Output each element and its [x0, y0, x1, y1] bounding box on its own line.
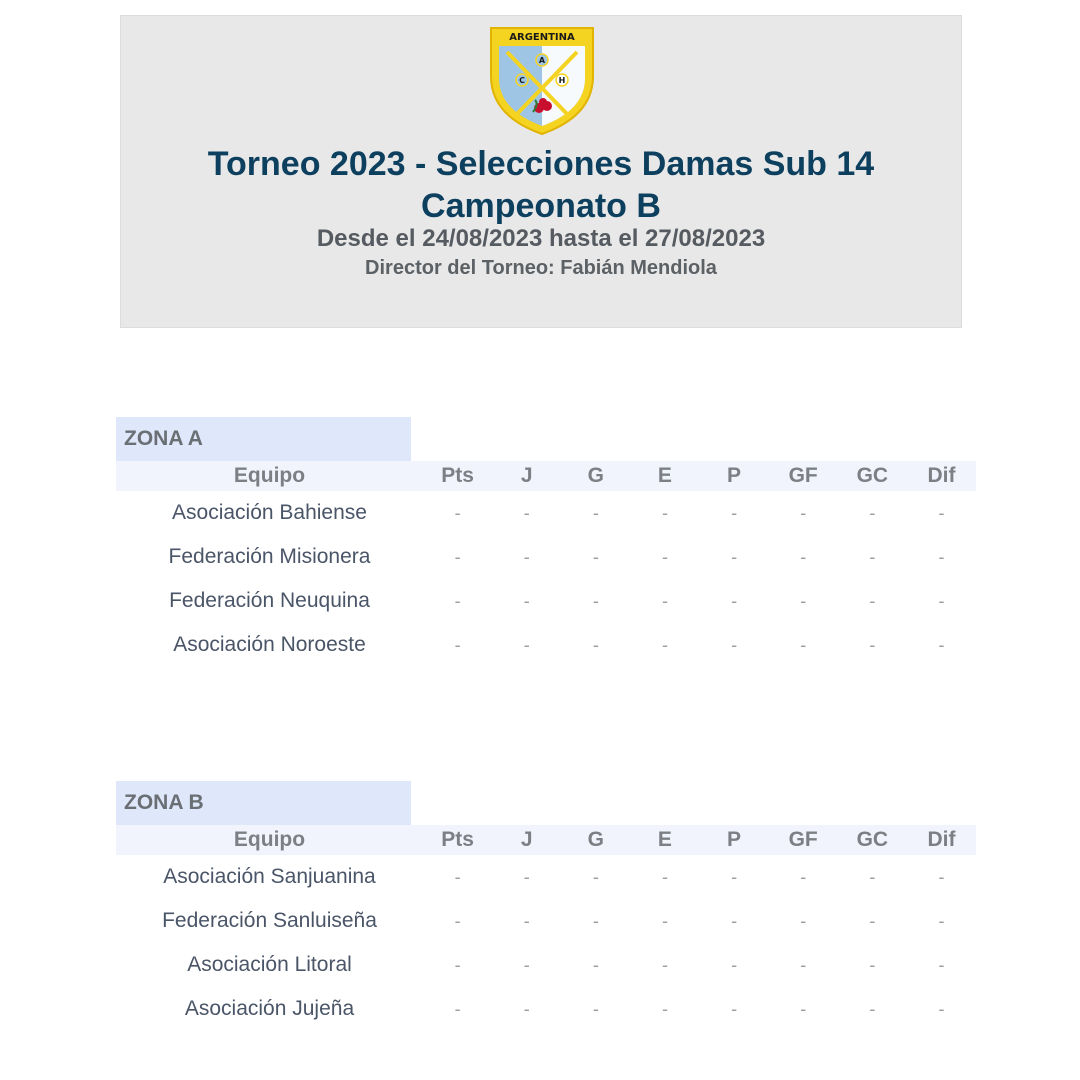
- stat-dif: -: [938, 546, 945, 567]
- column-header-g: G: [587, 828, 604, 851]
- stat-gc: -: [869, 590, 876, 611]
- logo-letter-c: C: [519, 76, 525, 85]
- column-header-equipo: Equipo: [233, 828, 306, 851]
- logo-letter-h: H: [558, 76, 566, 85]
- column-header-gc: GC: [856, 828, 889, 851]
- stat-j: -: [523, 502, 530, 523]
- stat-j: -: [523, 866, 530, 887]
- stat-gf: -: [800, 502, 807, 523]
- cah-shield-logo: [489, 24, 595, 136]
- column-header-e: E: [657, 464, 672, 487]
- stat-pts: -: [454, 546, 461, 567]
- tournament-dates: Desde el 24/08/2023 hasta el 27/08/2023: [316, 225, 766, 252]
- stat-g: -: [592, 998, 599, 1019]
- tournament-director: Director del Torneo: Fabián Mendiola: [365, 257, 717, 279]
- team-name: Asociación Noroeste: [173, 633, 366, 656]
- column-header-gf: GF: [788, 464, 818, 487]
- stat-e: -: [661, 954, 668, 975]
- stat-gf: -: [800, 866, 807, 887]
- table-header-row: [116, 461, 976, 491]
- stat-p: -: [731, 502, 738, 523]
- table-row: [116, 855, 976, 899]
- stat-e: -: [661, 546, 668, 567]
- stat-gf: -: [800, 954, 807, 975]
- team-name: Federación Misionera: [168, 545, 371, 568]
- stat-pts: -: [454, 502, 461, 523]
- table-row: [116, 535, 976, 579]
- team-name: Federación Neuquina: [169, 589, 370, 612]
- stat-gf: -: [800, 998, 807, 1019]
- column-header-e: E: [657, 828, 672, 851]
- stat-j: -: [523, 998, 530, 1019]
- stat-j: -: [523, 590, 530, 611]
- column-header-pts: Pts: [441, 828, 474, 851]
- zone-label: ZONA B: [116, 781, 411, 825]
- title-line-1: Torneo 2023 - Selecciones Damas Sub 14: [207, 145, 875, 183]
- stat-pts: -: [454, 954, 461, 975]
- stat-gf: -: [800, 910, 807, 931]
- stat-g: -: [592, 502, 599, 523]
- stat-e: -: [661, 910, 668, 931]
- column-header-j: J: [520, 464, 533, 487]
- table-row: [116, 899, 976, 943]
- stat-p: -: [731, 634, 738, 655]
- table-row: [116, 623, 976, 667]
- stat-gc: -: [869, 546, 876, 567]
- stat-pts: -: [454, 866, 461, 887]
- logo-letter-a: A: [538, 56, 546, 65]
- stat-pts: -: [454, 590, 461, 611]
- table-header-row: [116, 825, 976, 855]
- stat-g: -: [592, 954, 599, 975]
- stat-e: -: [661, 590, 668, 611]
- stat-p: -: [731, 866, 738, 887]
- stat-gc: -: [869, 866, 876, 887]
- stat-e: -: [661, 866, 668, 887]
- column-header-p: P: [727, 828, 742, 851]
- stat-g: -: [592, 546, 599, 567]
- column-header-g: G: [587, 464, 604, 487]
- stat-p: -: [731, 590, 738, 611]
- stat-e: -: [661, 502, 668, 523]
- stat-g: -: [592, 634, 599, 655]
- column-header-gc: GC: [856, 464, 889, 487]
- zone-a-section: [116, 417, 966, 667]
- stat-gc: -: [869, 954, 876, 975]
- column-header-p: P: [727, 464, 742, 487]
- team-name: Federación Sanluiseña: [162, 909, 377, 932]
- tournament-header: [120, 15, 962, 328]
- stat-j: -: [523, 910, 530, 931]
- stat-dif: -: [938, 866, 945, 887]
- team-name: Asociación Litoral: [187, 953, 352, 976]
- stat-gc: -: [869, 998, 876, 1019]
- stat-dif: -: [938, 954, 945, 975]
- stat-gc: -: [869, 910, 876, 931]
- standings-table: [116, 825, 976, 1031]
- stat-p: -: [731, 546, 738, 567]
- stat-j: -: [523, 546, 530, 567]
- stat-j: -: [523, 954, 530, 975]
- column-header-pts: Pts: [441, 464, 474, 487]
- table-row: [116, 491, 976, 535]
- stat-p: -: [731, 910, 738, 931]
- table-row: [116, 943, 976, 987]
- stat-gf: -: [800, 634, 807, 655]
- stat-e: -: [661, 634, 668, 655]
- stat-dif: -: [938, 910, 945, 931]
- table-row: [116, 987, 976, 1031]
- stat-dif: -: [938, 502, 945, 523]
- stat-j: -: [523, 634, 530, 655]
- stat-e: -: [661, 998, 668, 1019]
- logo-text: ARGENTINA: [509, 32, 575, 43]
- team-name: Asociación Bahiense: [172, 501, 367, 524]
- stat-gc: -: [869, 502, 876, 523]
- title-line-2: Campeonato B: [421, 187, 661, 225]
- stat-gc: -: [869, 634, 876, 655]
- stat-p: -: [731, 954, 738, 975]
- column-header-dif: Dif: [927, 464, 956, 487]
- stat-dif: -: [938, 998, 945, 1019]
- team-name: Asociación Sanjuanina: [163, 865, 376, 888]
- column-header-j: J: [520, 828, 533, 851]
- table-row: [116, 579, 976, 623]
- stat-pts: -: [454, 998, 461, 1019]
- stat-p: -: [731, 998, 738, 1019]
- zone-label: ZONA A: [116, 417, 411, 461]
- stat-g: -: [592, 910, 599, 931]
- stat-pts: -: [454, 634, 461, 655]
- stat-pts: -: [454, 910, 461, 931]
- stat-g: -: [592, 866, 599, 887]
- standings-table: [116, 461, 976, 667]
- stat-dif: -: [938, 634, 945, 655]
- column-header-equipo: Equipo: [233, 464, 306, 487]
- column-header-gf: GF: [788, 828, 818, 851]
- column-header-dif: Dif: [927, 828, 956, 851]
- stat-g: -: [592, 590, 599, 611]
- stat-gf: -: [800, 546, 807, 567]
- zone-b-section: [116, 781, 966, 1031]
- team-name: Asociación Jujeña: [184, 997, 355, 1020]
- stat-gf: -: [800, 590, 807, 611]
- page-title: [121, 143, 961, 227]
- stat-dif: -: [938, 590, 945, 611]
